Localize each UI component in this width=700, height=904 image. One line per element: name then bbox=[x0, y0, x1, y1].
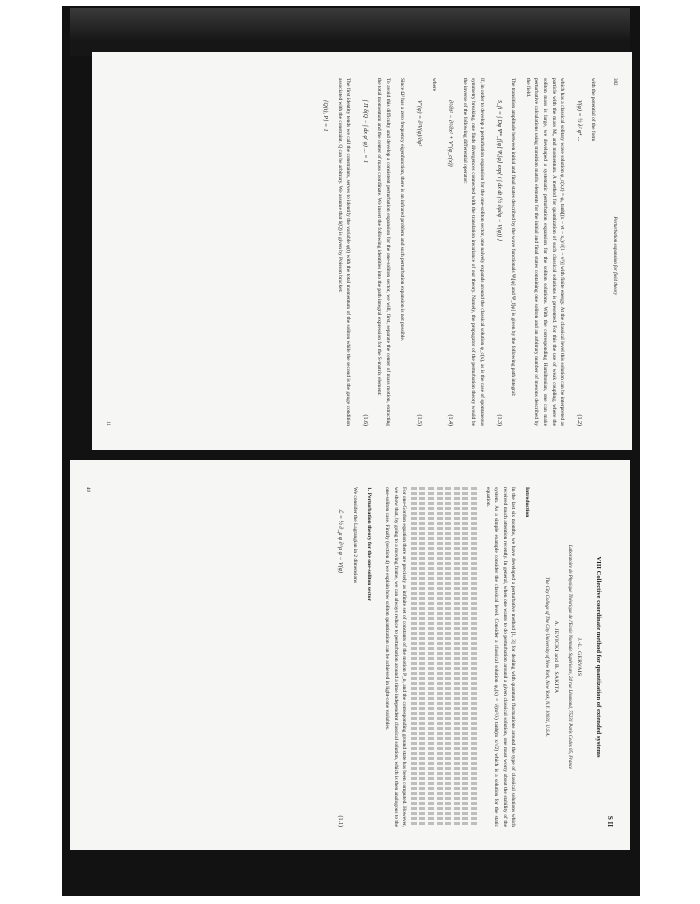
where-label: where bbox=[430, 78, 437, 92]
paragraph: If, in order to develop a perturbation expansion for the one-soliton sector, one naively expands around the classical solution φ_c(x), as is the case of spontaneous symmetry breaking, one finds divergences connected with the translation invariance of our theory. Namely, the propagator of the perturbation theory would be the inverse of the following differential operator: bbox=[461, 78, 486, 426]
page-left bbox=[70, 460, 630, 850]
paragraph: In the last six months, we have developed a perturbative method [1, 3] for dealing with quantum fluctuations around the type of classical solutions which received much attention recently. In general, when one wants to do perturbation around a given classical solution, one must worry about the stability of the system. As a simple example consider the classical level. Consider a classical solution φ₀(x) = √(m²/λ) tanh(m x/√2) which is a solution for the static equation. bbox=[484, 487, 517, 827]
page-number: 40 bbox=[84, 487, 90, 492]
equation-number: (1.3) bbox=[495, 414, 502, 426]
page-right-content bbox=[92, 56, 632, 446]
equation bbox=[415, 100, 424, 426]
equation bbox=[320, 100, 329, 426]
page-right bbox=[92, 52, 632, 450]
equation-number: (1.1) bbox=[337, 815, 344, 827]
paragraph: We consider the Lagrangian in 2 dimensions bbox=[351, 487, 358, 583]
equation-number: (1.4) bbox=[447, 414, 454, 426]
footer-number: 11 bbox=[104, 421, 110, 426]
equation-formula: V″(φ) = ∂²V(φ)/∂φ² bbox=[416, 100, 423, 147]
author: A. JEVICKI and B. SAKITA bbox=[553, 620, 560, 694]
paragraph: The first identity tends we call the constraints, serves to identify the variable φ(t) with the total momentum of the soliton while the second is the gauge condition associated with the constraint. Q can be arbitrary. We assume that δ(Q) is given by Poisson bracket: bbox=[336, 78, 352, 426]
page-stamp: S II bbox=[606, 815, 614, 827]
scan-shadow bbox=[70, 8, 630, 56]
equation-formula: ℒ = ½ ∂_μ φ ∂^μ φ − V(φ) bbox=[337, 509, 344, 574]
equation bbox=[494, 100, 503, 426]
equation-formula: ∂²/∂t² − ∂²/∂x² + V″(φ_c(x)) bbox=[447, 100, 454, 167]
equation-formula: ∫ Π δ(Q − ∫ dx φ′ φ) ... = 1 bbox=[361, 100, 368, 163]
paragraph: which has a classical solitary wave solution φ_c(x,t) = φ₀ tanh[(x − vt − x₀)/√(1 − v²)] with finite energy. At the classical level this solution can be interpreted as particle with the mass M₀ and momentum. A method for quantization of such classical solutions is presented. For this the use of weak coupling, where the soliton mass is large, we developed a systematic perturbation expansion for the soliton solutions. With the corresponding Hamiltonian, one can make perturbative calculations using transition matrix elements for the initial and final states containing one soliton and an arbitrary number of mesons described by the field. bbox=[524, 78, 566, 426]
page-left-content bbox=[70, 463, 630, 847]
equation bbox=[574, 100, 583, 426]
section-heading: 1. Perturbation theory for the one-soliton sector bbox=[365, 487, 372, 602]
section-heading: Introduction bbox=[524, 487, 531, 518]
page-right-header bbox=[609, 78, 618, 426]
equation-number: (1.2) bbox=[575, 414, 582, 426]
page-number: 382 bbox=[612, 78, 617, 86]
affiliation: Laboratoire de Physique Théorique de l'Ecole Normale Supérieure, 24 rue Lhomond, 75231 Paris Cedex 05, France bbox=[566, 544, 572, 770]
equation bbox=[336, 509, 345, 827]
paragraph: Since Ω² has a zero frequency eigenfunction, there is an infrared problem and such perturbation expansion is not possible. bbox=[399, 78, 406, 342]
text-lines bbox=[411, 487, 477, 827]
equation bbox=[446, 100, 455, 426]
equation-formula: S_fi = ∫ Dφ Ψ*_f[φ] Ψᵢ[φ] exp{ i ∫ dx dt (½ ∂φ∂φ − V(φ)) } bbox=[495, 100, 502, 242]
running-head: Perturbation expansion for field theory bbox=[612, 216, 617, 296]
author: J.-L. GERVAIS bbox=[576, 637, 583, 677]
equation bbox=[360, 100, 369, 426]
paragraph: with the potential of the form bbox=[590, 78, 597, 142]
equation-number: (1.5) bbox=[416, 414, 423, 426]
paragraph: For one-Gordon equation there are precisely as infinite set of constants of the motion P_n, and the corresponding ground state has been computed. However, we show that, by going to a moving frame, we can always reduce to perturbation around a time independent classical solution, which is then analogous to the one-soliton case. Finally (section 4) we explain how soliton quantization can be achieved in light-cone variables. bbox=[384, 487, 408, 827]
equation-formula: {Q(t), P} = 1 bbox=[321, 100, 328, 132]
paragraph: To avoid this difficulty and develop a consistent perturbation expansion for the one-soliton sector, we will, first, separate the center of mass motion, extracting the total momentum and the center of mass coordinate. We insert the following identities into the path integral expression for the S-matrix element: bbox=[376, 78, 391, 426]
affiliation: The City College of The City University of New York, New York, N.Y. 10031, U.S.A. bbox=[543, 577, 549, 737]
equation-formula: V(φ) = ½ λ² φ⁴ ... bbox=[575, 100, 582, 142]
paragraph: The transition amplitude between initial and final states described by the wave functionals Ψᵢ[φ] and Ψ_f[φ] is given by the following path integral: bbox=[510, 78, 517, 397]
chapter-title: VIII Collective coordinate method for quantization of extended systems bbox=[595, 556, 602, 758]
equation-number: (1.6) bbox=[361, 414, 368, 426]
